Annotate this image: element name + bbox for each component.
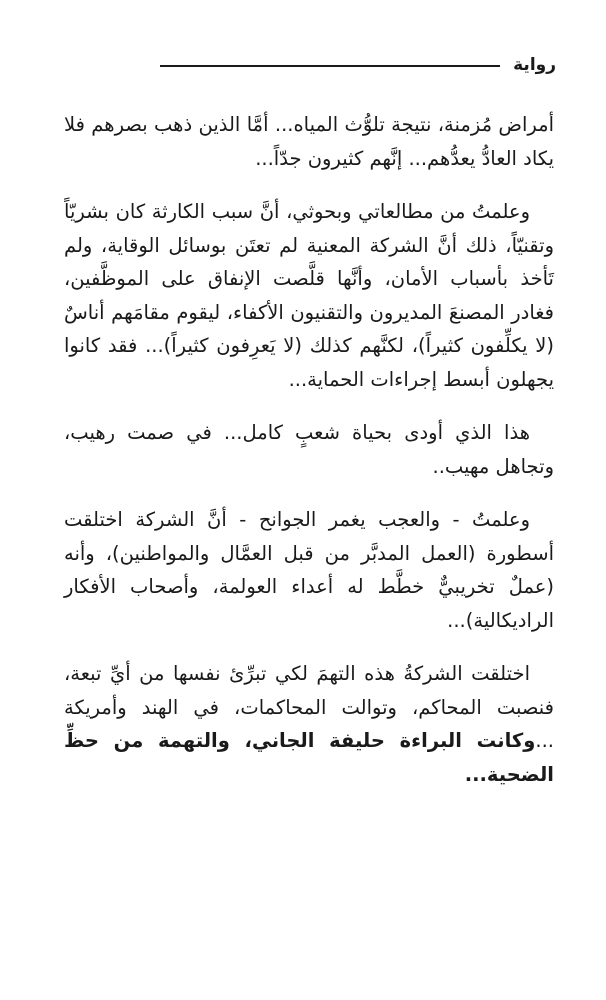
- body-text: [64, 108, 554, 811]
- running-header-title: رواية: [513, 55, 556, 75]
- paragraph-5-bold-text: وكانت البراءة حليفة الجاني، والتهمة من حظِّ الضحية...: [64, 729, 554, 786]
- paragraph-5-text: اختلقت الشركةُ هذه التهمَ لكي تبرِّئ نفسها من أيِّ تبعة، فنصبت المحاكم، وتوالت المحاكمات، في الهند وأمريكة ...: [64, 662, 554, 752]
- paragraph-5: [64, 657, 554, 791]
- paragraph-4: وعلمتُ - والعجب يغمر الجوانح - أنَّ الشركة اختلقت أسطورة (العمل المدبَّر من قبل العمَّال والمواطنين)، وأنه (عملٌ تخريبيٌّ خطَّط له أعداء العولمة، وأصحاب الأفكار الراديكالية)...: [64, 508, 554, 632]
- header-rule: [160, 65, 500, 67]
- paragraph-3: هذا الذي أودى بحياة شعبٍ كامل... في صمت رهيب، وتجاهل مهيب..: [64, 421, 554, 478]
- paragraph-2: وعلمتُ من مطالعاتي وبحوثي، أنَّ سبب الكارثة كان بشريّاً وتقنيّاً، ذلك أنَّ الشركة المعنية لم تعتَن بوسائل الوقاية، ولم تَأخذ بأسباب الأمان، وأنَّها قلَّصت الإنفاق على الموظَّفين، فغادر المصنعَ المديرون والتقنيون الأكفاء، ليقوم مقامَهم أناسٌ (لا يكلِّفون كثيراً)، لكنَّهم كذلك (لا يَعرِفون كثيراً)... فقد كانوا يجهلون أبسط إجراءات الحماية...: [64, 200, 554, 391]
- page-header: [160, 52, 556, 78]
- paragraph-1: أمراض مُزمنة، نتيجة تلوُّث المياه... أمَّا الذين ذهب بصرهم فلا يكاد العادُّ يعدُّهم... إنَّهم كثيرون جدّاً...: [64, 113, 554, 170]
